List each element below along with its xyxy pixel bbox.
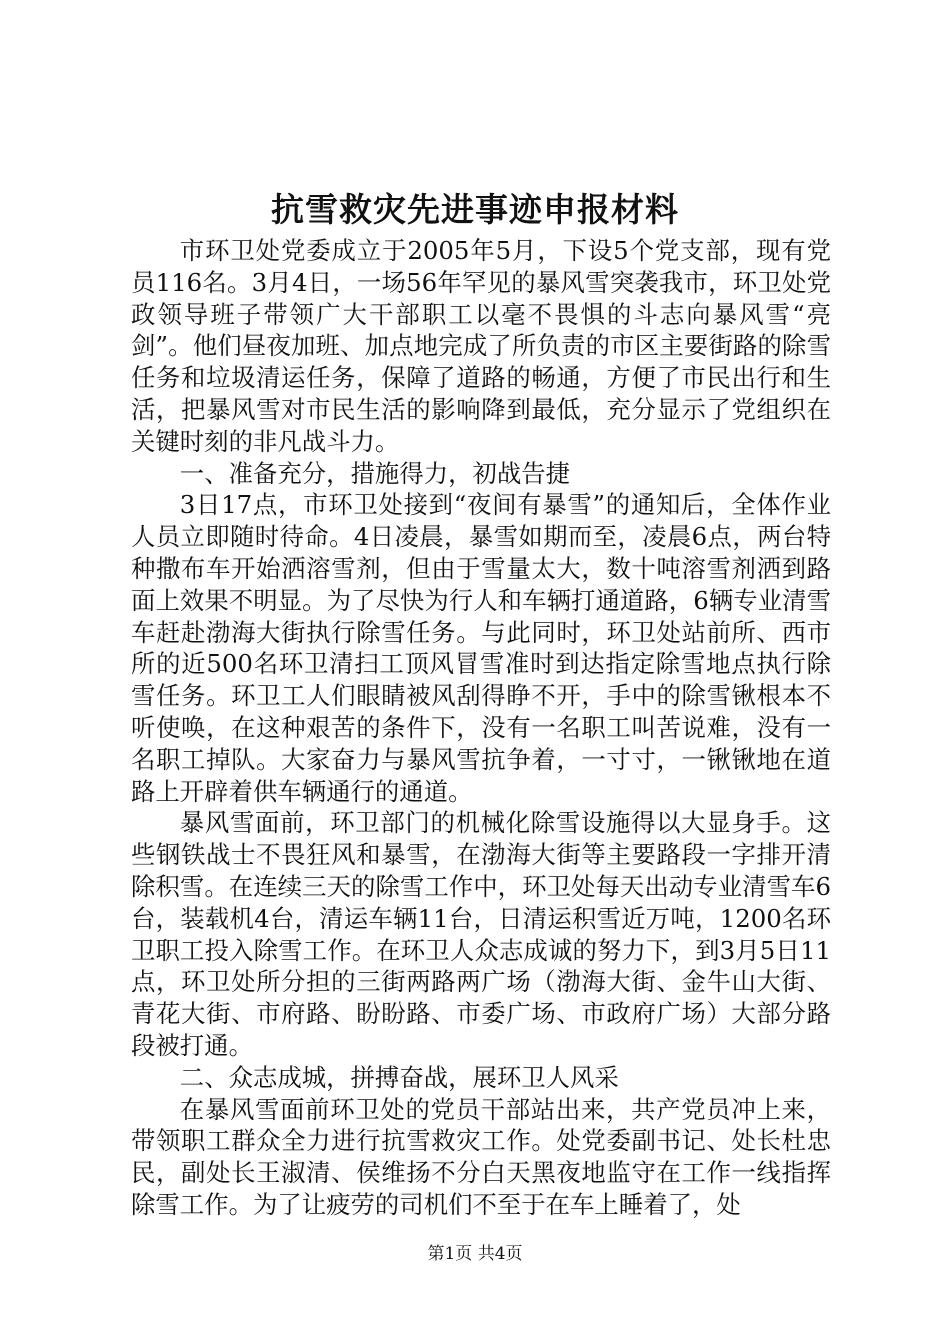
section-heading-1: 一、准备充分，措施得力，初战告捷 [179, 458, 571, 488]
page-footer: 第1页 共4页 [427, 1244, 523, 1264]
section-1-paragraph-1: 3日17点，市环卫处接到“夜间有暴雪”的通知后，全体作业人员立即随时待命。4日凌晨，暴雪如期而至，凌晨6点，两台特种撒布车开始洒溶雪剂，但由于雪量太大，数十吨溶雪剂洒到路面上效果不明显。为了尽快为行人和车辆打通道路，6辆专业清雪车赶赴渤海大街执行除雪任务。与此同时，环卫处站前所、西市所的近500名环卫清扫工顶风冒雪准时到达指定除雪地点执行除雪任务。环卫工人们眼睛被风刮得睁不开，手中的除雪锹根本不听使唤，在这种艰苦的条件下，没有一名职工叫苦说难，没有一名职工掉队。大家奋力与暴风雪抗争着，一寸寸，一锹锹地在道路上开辟着供车辆通行的通道。 [131, 490, 831, 806]
intro-paragraph: 市环卫处党委成立于2005年5月，下设5个党支部，现有党员116名。3月4日，一场56年罕见的暴风雪突袭我市，环卫处党政领导班子带领广大干部职工以毫不畏惧的斗志向暴风雪“亮剑”。他们昼夜加班、加点地完成了所负责的市区主要街路的除雪任务和垃圾清运任务，保障了道路的畅通，方便了市民出行和生活，把暴风雪对市民生活的影响降到最低，充分显示了党组织在关键时刻的非凡战斗力。 [131, 236, 831, 456]
section-heading-2: 二、众志成城，拼搏奋战，展环卫人风采 [179, 1062, 619, 1092]
document-body [131, 235, 831, 1221]
section-2-paragraph-1: 在暴风雪面前环卫处的党员干部站出来，共产党员冲上来，带领职工群众全力进行抗雪救灾工作。处党委副书记、处长杜忠民，副处长王淑清、侯维扬不分白天黑夜地监守在工作一线指挥除雪工作。为了让疲劳的司机们不至于在车上睡着了，处 [131, 1094, 831, 1219]
document-title: 抗雪救灾先进事迹申报材料 [271, 190, 679, 229]
section-1-paragraph-2: 暴风雪面前，环卫部门的机械化除雪设施得以大显身手。这些钢铁战士不畏狂风和暴雪，在渤海大街等主要路段一字排开清除积雪。在连续三天的除雪工作中，环卫处每天出动专业清雪车6台，装载机4台，清运车辆11台，日清运积雪近万吨，1200名环卫职工投入除雪工作。在环卫人众志成诚的努力下，到3月5日11点，环卫处所分担的三街两路两广场（渤海大街、金牛山大街、青花大街、市府路、盼盼路、市委广场、市政府广场）大部分路段被打通。 [131, 808, 831, 1060]
